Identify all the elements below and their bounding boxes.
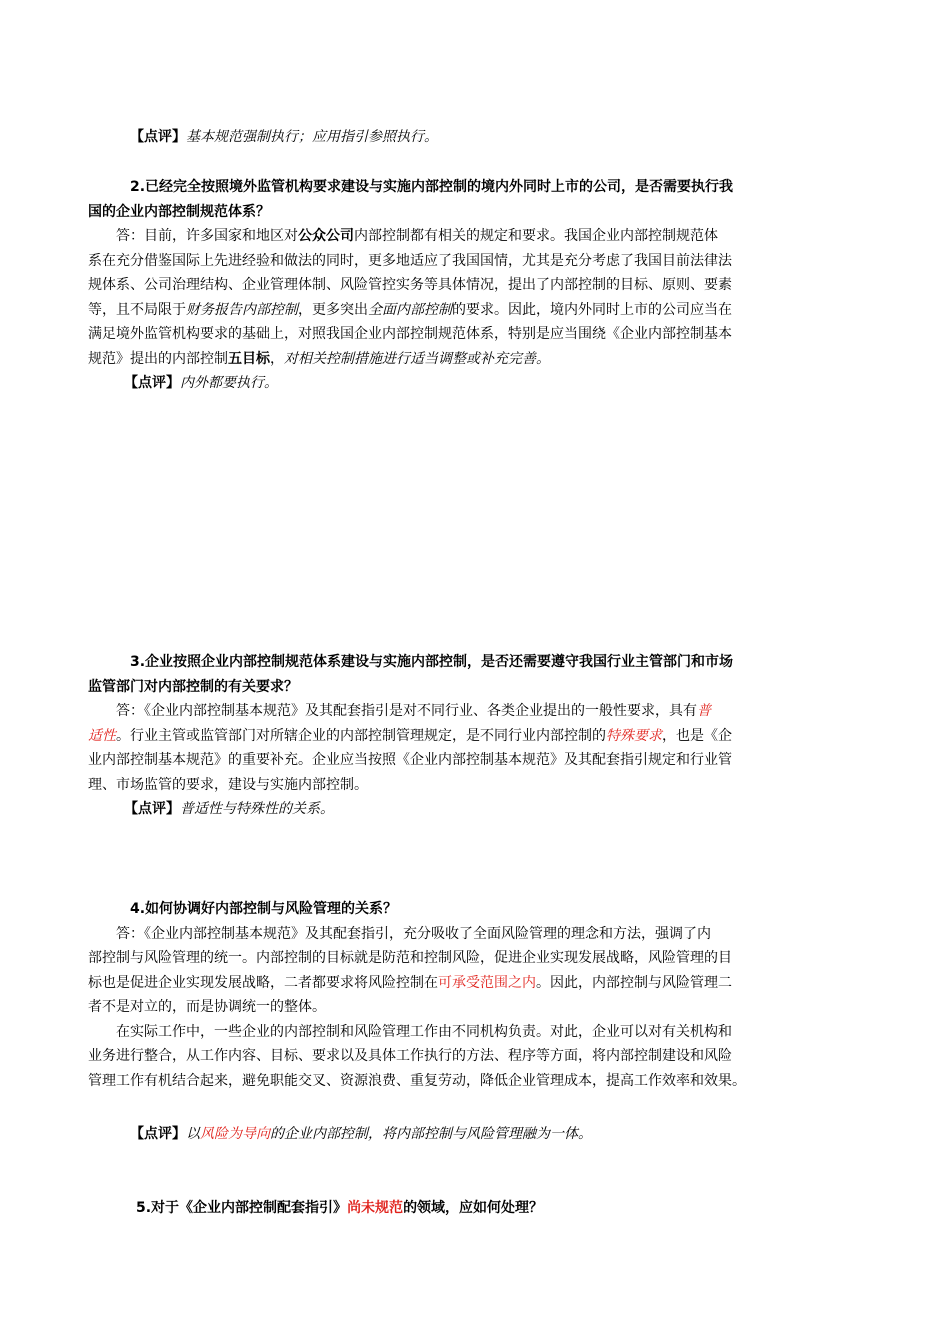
comment-tag: 【点评】 [130, 129, 186, 145]
highlight-special-requirements: 特殊要求 [606, 727, 662, 744]
answer-3-line1: 答：《企业内部控制基本规范》及其配套指引是对不同行业、各类企业提出的一般性要求，具有普 [116, 703, 711, 719]
question-4 [88, 897, 860, 1093]
answer-3-line3: 业内部控制基本规范》的重要补充。企业应当按照《企业内部控制基本规范》及其配套指引规定和行业管 [88, 752, 732, 768]
question-3-title-line2: 监管部门对内部控制的有关要求？ [88, 678, 298, 695]
answer-3-line2: 适性。行业主管或监管部门对所辖企业的内部控制管理规定，是不同行业内部控制的特殊要求，也是《企 [88, 727, 732, 744]
question-5 [88, 1196, 860, 1221]
answer-4-line2: 部控制与风险管理的统一。内部控制的目标就是防范和控制风险，促进企业实现发展战略，风险管理的目 [88, 950, 732, 966]
highlight-public-company: 公众公司 [298, 228, 354, 244]
answer-4-line3: 标也是促进企业实现发展战略，二者都要求将风险控制在可承受范围之内。因此，内部控制与风险管理二 [88, 974, 732, 991]
answer-2-line2: 系在充分借鉴国际上先进经验和做法的同时，更多地适应了我国国情，尤其是充分考虑了我国目前法律法 [88, 252, 732, 269]
highlight-not-yet-regulated: 尚未规范 [347, 1200, 404, 1216]
question-3-title-line1: 3.企业按照企业内部控制规范体系建设与实施内部控制，是否还需要遵守我国行业主管部门和市场 [130, 654, 734, 670]
question-2-title-line1: 2.已经完全按照境外监管机构要求建设与实施内部控制的境内外同时上市的公司，是否需要执行我 [130, 179, 734, 195]
answer-4-p2-line1: 在实际工作中，一些企业的内部控制和风险管理工作由不同机构负责。对此，企业可以对有关机构和 [116, 1023, 732, 1040]
comment-4: 【点评】以风险为导向的企业内部控制，将内部控制与风险管理融为一体。 [130, 1126, 592, 1142]
answer-2-line5: 满足境外监管机构要求的基础上，对照我国企业内部控制规范体系，特别是应当围绕《企业内部控制基本 [88, 326, 732, 342]
answer-4-line4: 者不是对立的，而是协调统一的整体。 [88, 999, 326, 1015]
answer-3-line4: 理、市场监管的要求，建设与实施内部控制。 [88, 776, 368, 793]
answer-2-line4: 等，且不局限于财务报告内部控制，更多突出全面内部控制的要求。因此，境内外同时上市的公司应当在 [88, 301, 732, 318]
comment-1 [88, 125, 860, 150]
answer-2-line6: 规范》提出的内部控制五目标，对相关控制措施进行适当调整或补充完善。 [88, 350, 550, 367]
comment-2: 【点评】内外都要执行。 [124, 375, 278, 391]
question-2-title-line2: 国的企业内部控制规范体系？ [88, 203, 270, 220]
comment-text: 基本规范强制执行；应用指引参照执行。 [186, 129, 438, 145]
highlight-five-goals: 五目标 [228, 350, 270, 367]
answer-4-p2-line2: 业务进行整合，从工作内容、目标、要求以及具体工作执行的方法、程序等方面，将内部控制建设和风险 [88, 1048, 732, 1064]
answer-4-line1: 答：《企业内部控制基本规范》及其配套指引，充分吸收了全面风险管理的理念和方法，强调了内 [116, 925, 711, 942]
answer-2-line1: 答：目前，许多国家和地区对公众公司内部控制都有相关的规定和要求。我国企业内部控制规范体 [116, 228, 718, 244]
highlight-acceptable-range: 可承受范围之内 [438, 974, 536, 991]
question-5-title: 5.对于《企业内部控制配套指引》尚未规范的领域，应如何处理？ [136, 1200, 544, 1216]
question-4-title: 4.如何协调好内部控制与风险管理的关系？ [130, 901, 398, 917]
answer-4-p2-line3: 管理工作有机结合起来，避免职能交叉、资源浪费、重复劳动，降低企业管理成本，提高工作效率和效果。 [88, 1072, 746, 1089]
answer-2-line3: 规体系、公司治理结构、企业管理体制、风险管控实务等具体情况，提出了内部控制的目标、原则、要素 [88, 277, 732, 293]
highlight-risk-oriented: 风险为导向 [200, 1126, 270, 1142]
question-2 [88, 175, 860, 396]
comment-3: 【点评】普适性与特殊性的关系。 [124, 801, 334, 817]
question-3 [88, 650, 860, 822]
